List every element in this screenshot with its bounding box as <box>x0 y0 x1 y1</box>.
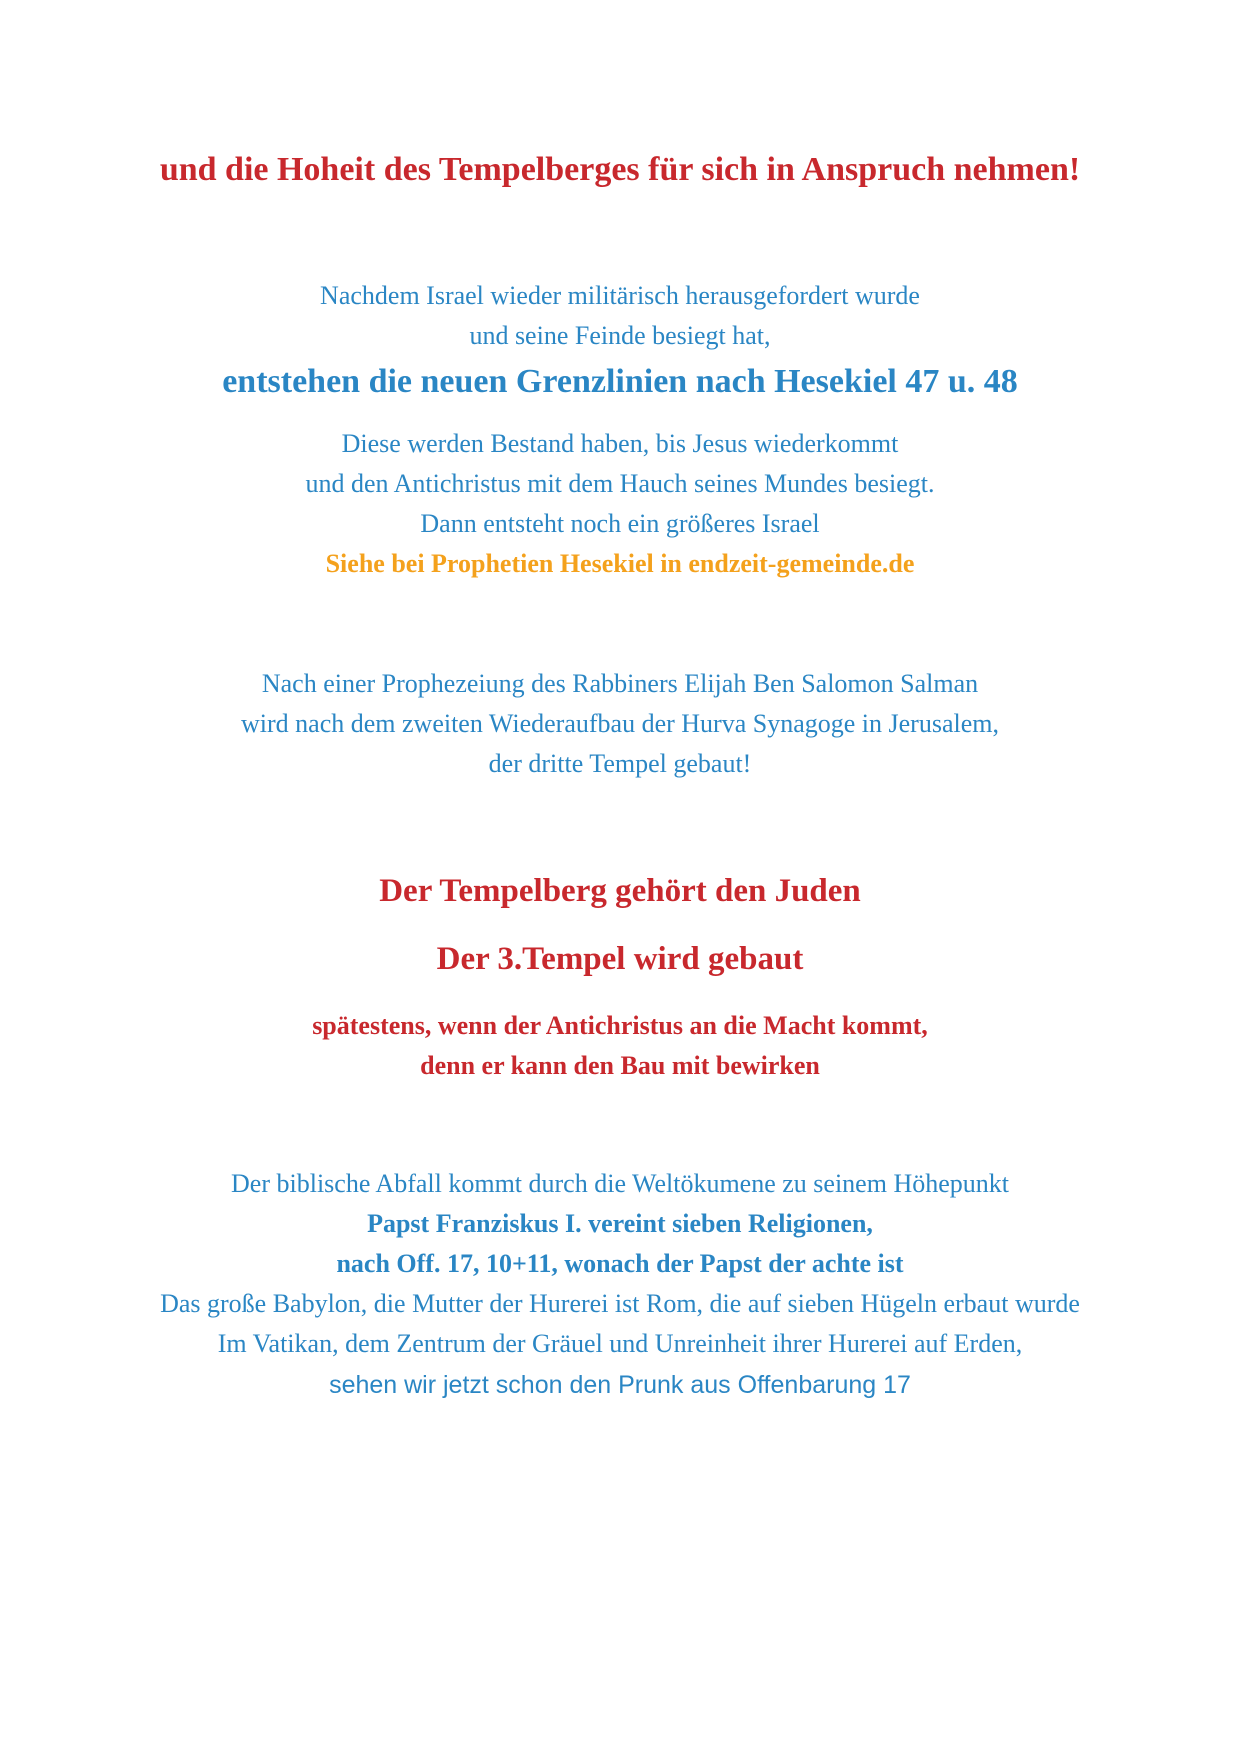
temple-sub-1: spätestens, wenn der Antichristus an die Macht kommt, <box>312 1011 928 1040</box>
ecumenism-bold-2: nach Off. 17, 10+11, wonach der Papst der achte ist <box>336 1249 904 1278</box>
temple-heading-2: Der 3.Tempel wird gebaut <box>436 941 804 977</box>
ecumenism-bold-1: Papst Franziskus I. vereint sieben Religionen, <box>367 1209 873 1238</box>
borders-line-2: und seine Feinde besiegt hat, <box>469 321 771 350</box>
ecumenism-line-3: Im Vatikan, dem Zentrum der Gräuel und Unreinheit ihrer Hurerei auf Erden, <box>217 1329 1023 1358</box>
borders-line-3: Diese werden Bestand haben, bis Jesus wiederkommt <box>341 429 899 458</box>
temple-sub-2: denn er kann den Bau mit bewirken <box>420 1051 820 1080</box>
temple-heading-1: Der Tempelberg gehört den Juden <box>379 873 861 909</box>
ecumenism-line-4: sehen wir jetzt schon den Prunk aus Offenbarung 17 <box>329 1371 911 1399</box>
borders-line-4: und den Antichristus mit dem Hauch seines Mundes besiegt. <box>305 469 935 498</box>
top-heading: und die Hoheit des Tempelberges für sich in Anspruch nehmen! <box>159 151 1081 188</box>
borders-line-5: Dann entsteht noch ein größeres Israel <box>420 509 820 538</box>
prophecy-line-3: der dritte Tempel gebaut! <box>488 749 752 778</box>
prophetien-link[interactable]: Siehe bei Prophetien Hesekiel in endzeit-gemeinde.de <box>325 549 915 578</box>
ecumenism-line-1: Der biblische Abfall kommt durch die Weltökumene zu seinem Höhepunkt <box>231 1169 1009 1198</box>
ecumenism-line-2: Das große Babylon, die Mutter der Hurerei ist Rom, die auf sieben Hügeln erbaut wurde <box>160 1289 1080 1318</box>
prophecy-line-2: wird nach dem zweiten Wiederaufbau der Hurva Synagoge in Jerusalem, <box>241 709 999 738</box>
prophecy-line-1: Nach einer Prophezeiung des Rabbiners Elijah Ben Salomon Salman <box>261 669 979 698</box>
borders-heading: entstehen die neuen Grenzlinien nach Hesekiel 47 u. 48 <box>222 363 1018 400</box>
borders-line-1: Nachdem Israel wieder militärisch herausgefordert wurde <box>320 281 920 310</box>
